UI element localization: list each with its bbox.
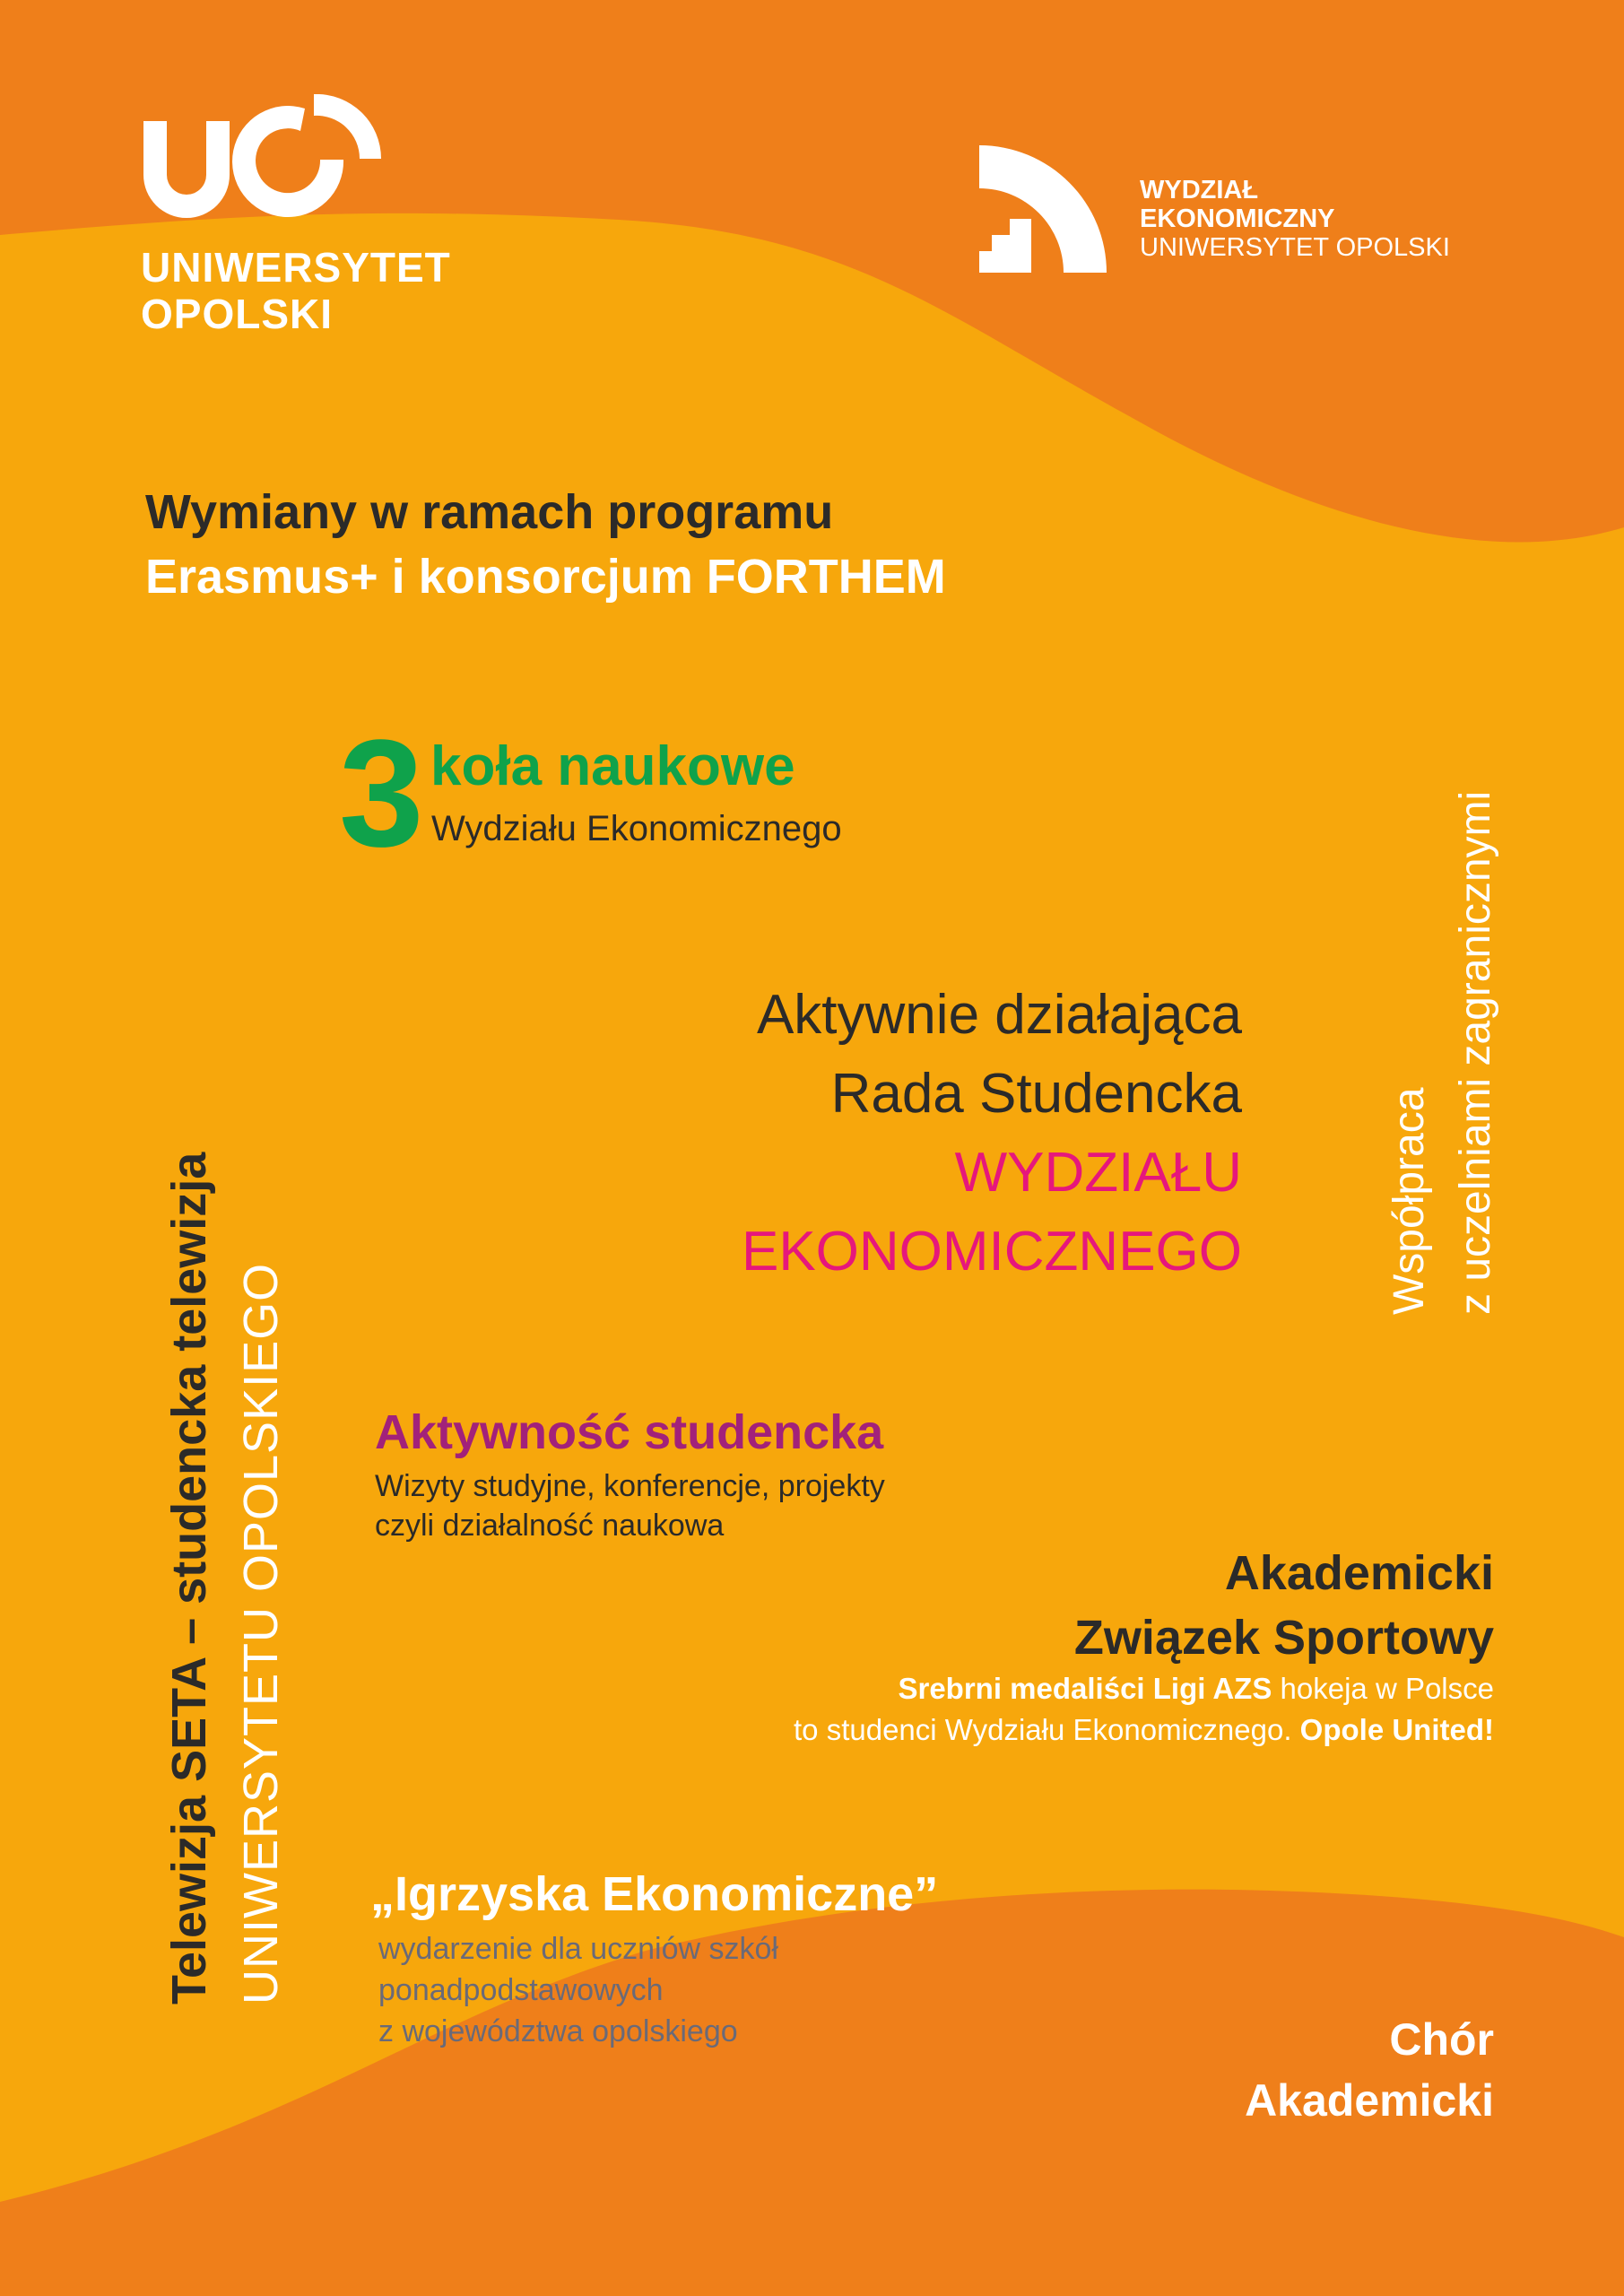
azs-sub-line2 — [794, 1709, 1494, 1751]
erasmus-line1: Wymiany w ramach programu — [145, 485, 834, 539]
igrzyska-line2: ponadpodstawowych — [378, 1973, 664, 2007]
erasmus-line2: Erasmus+ i konsorcjum FORTHEM — [145, 550, 946, 604]
azs-sub-text1: hokeja w Polsce — [1272, 1672, 1494, 1705]
rada-line4: EKONOMICZNEGO — [741, 1221, 1242, 1283]
igrzyska-line1: wydarzenie dla uczniów szkół — [378, 1932, 778, 1966]
faculty-logo-line3: UNIWERSYTET OPOLSKI — [1140, 233, 1450, 262]
uo-logo-line2: OPOLSKI — [141, 291, 334, 337]
wspolpraca-line2: z uczelniami zagranicznymi — [1452, 790, 1499, 1315]
chor-line1: Chór — [1389, 2014, 1494, 2065]
aktywnosc-line2: czyli działalność naukowa — [375, 1509, 725, 1543]
uo-logo-line1: UNIWERSYTET — [141, 244, 451, 291]
kola-title: koła naukowe — [430, 735, 795, 797]
azs-line1: Akademicki — [1224, 1546, 1494, 1600]
rada-line3: WYDZIAŁU — [954, 1142, 1242, 1204]
chor-heading — [1245, 2009, 1494, 2131]
igrzyska-line3: z województwa opolskiego — [378, 2014, 738, 2048]
tv-line1: Telewizja SETA – studencka telewizja — [162, 1152, 216, 2005]
azs-sub-bold2: Opole United! — [1299, 1713, 1494, 1746]
tv-line2: UNIWERSYTETU OPOLSKIEGO — [234, 1262, 288, 2005]
faculty-logo-line2: EKONOMICZNY — [1140, 204, 1335, 233]
faculty-logo-text — [1140, 176, 1450, 262]
azs-sub-text2: to studenci Wydziału Ekonomicznego. — [794, 1713, 1300, 1746]
igrzyska-description — [378, 1928, 778, 2052]
aktywnosc-line1: Wizyty studyjne, konferencje, projekty — [375, 1469, 885, 1503]
azs-heading — [1074, 1541, 1494, 1670]
kola-subtitle: Wydziału Ekonomicznego — [431, 809, 842, 848]
uo-monogram-logo — [139, 94, 390, 229]
azs-sub-bold1: Srebrni medaliści Ligi AZS — [898, 1672, 1272, 1705]
rada-line2: Rada Studencka — [830, 1063, 1242, 1125]
aktywnosc-title: Aktywność studencka — [375, 1405, 884, 1459]
uo-logo-text — [141, 244, 451, 337]
faculty-logo-line1: WYDZIAŁ — [1140, 176, 1259, 204]
igrzyska-title: „Igrzyska Ekonomiczne” — [370, 1867, 939, 1921]
aktywnosc-description — [375, 1466, 885, 1545]
rada-line1: Aktywnie działająca — [756, 984, 1242, 1046]
azs-sub-line1 — [794, 1668, 1494, 1709]
chor-line2: Akademicki — [1245, 2075, 1494, 2126]
azs-line2: Związek Sportowy — [1073, 1611, 1494, 1665]
wspolpraca-line1: Współpraca — [1385, 1087, 1433, 1315]
kola-number: 3 — [339, 709, 424, 879]
faculty-arch-logo — [979, 145, 1107, 273]
azs-description — [794, 1668, 1494, 1751]
erasmus-heading — [145, 480, 946, 609]
rada-block — [742, 976, 1242, 1292]
